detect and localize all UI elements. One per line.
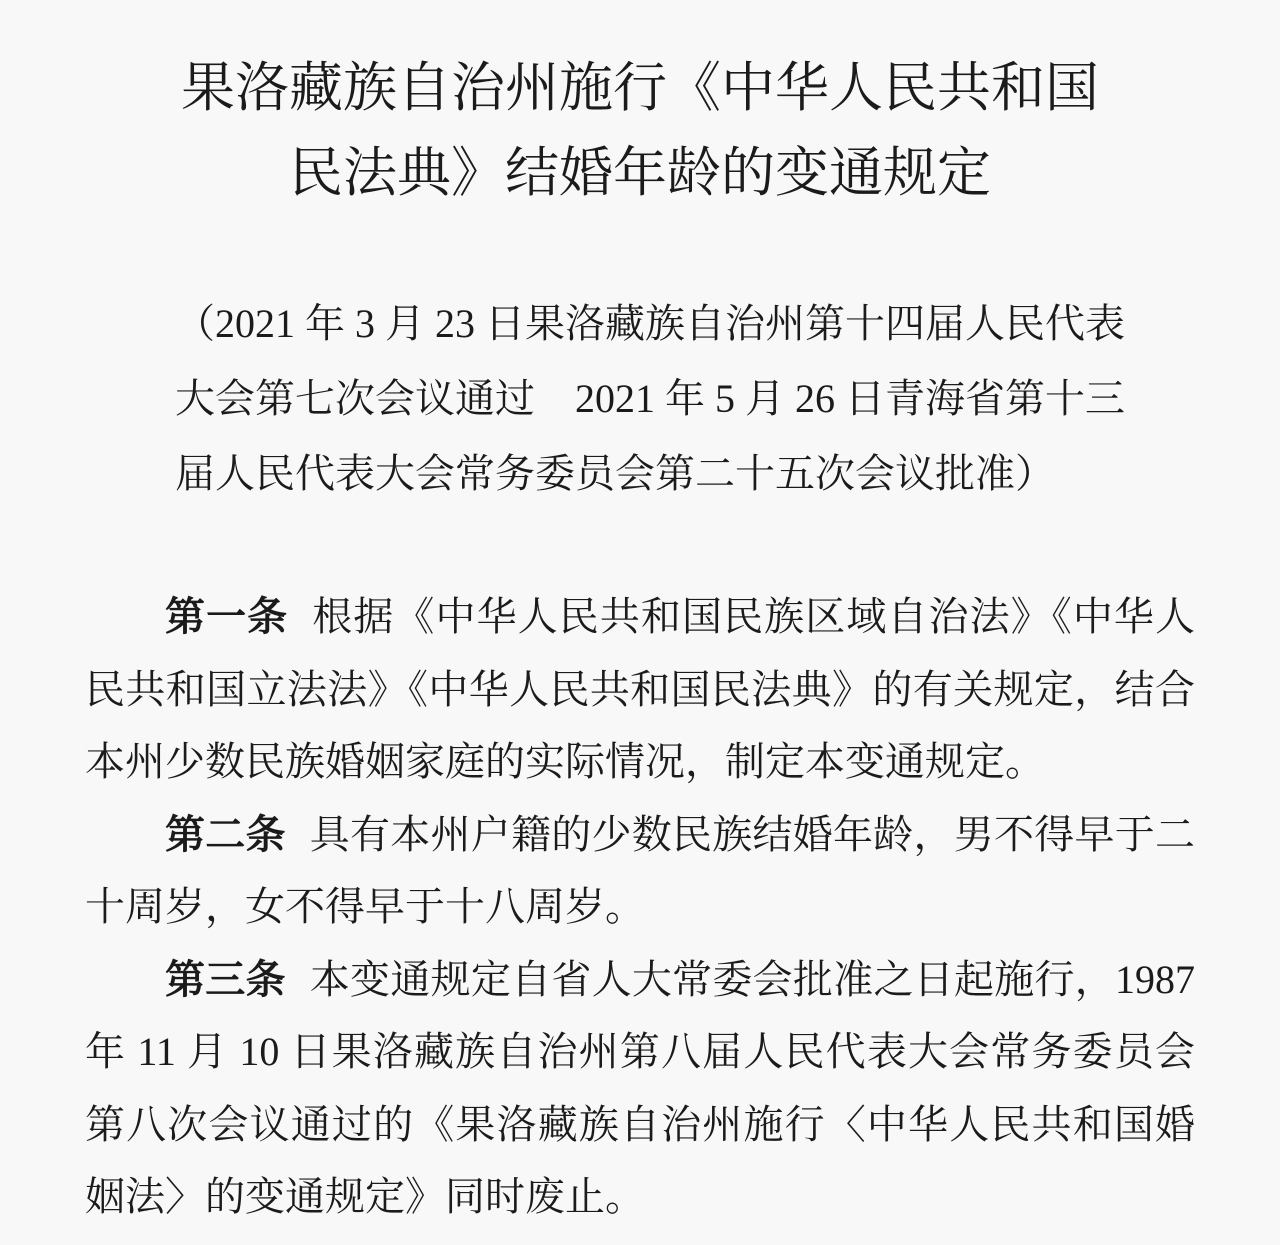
enactment-note bbox=[175, 286, 1195, 511]
document-title bbox=[85, 46, 1195, 216]
article-2-text: 具有本州户籍的少数民族结婚年龄，男不得早于二十周岁，女不得早于十八周岁。 bbox=[85, 811, 1195, 929]
article-3 bbox=[85, 944, 1195, 1234]
enactment-note-line-2: 大会第七次会议通过 2021 年 5 月 26 日青海省第十三 bbox=[175, 376, 1125, 421]
enactment-note-line-3: 届人民代表大会常务委员会第二十五次会议批准） bbox=[175, 451, 1055, 496]
enactment-note-line-1: （2021 年 3 月 23 日果洛藏族自治州第十四届人民代表 bbox=[175, 301, 1125, 346]
article-3-text: 本变通规定自省人大常委会批准之日起施行，1987 年 11 月 10 日果洛藏族自治州第八届人民代表大会常务委员会第八次会议通过的《果洛藏族自治州施行〈中华人民共和国婚姻法〉的变通规定》同时废止。 bbox=[85, 956, 1196, 1219]
document-title-line-2: 民法典》结婚年龄的变通规定 bbox=[289, 143, 991, 203]
article-1-label: 第一条 bbox=[165, 595, 289, 639]
article-1 bbox=[85, 581, 1195, 799]
article-1-text: 根据《中华人民共和国民族区域自治法》《中华人民共和国立法法》《中华人民共和国民法典》的有关规定，结合本州少数民族婚姻家庭的实际情况，制定本变通规定。 bbox=[85, 594, 1195, 784]
article-2-label: 第二条 bbox=[165, 812, 286, 857]
document-body bbox=[85, 581, 1195, 1234]
article-2 bbox=[85, 799, 1195, 944]
article-3-label: 第三条 bbox=[165, 957, 286, 1002]
document-title-line-1: 果洛藏族自治州施行《中华人民共和国 bbox=[181, 58, 1099, 118]
